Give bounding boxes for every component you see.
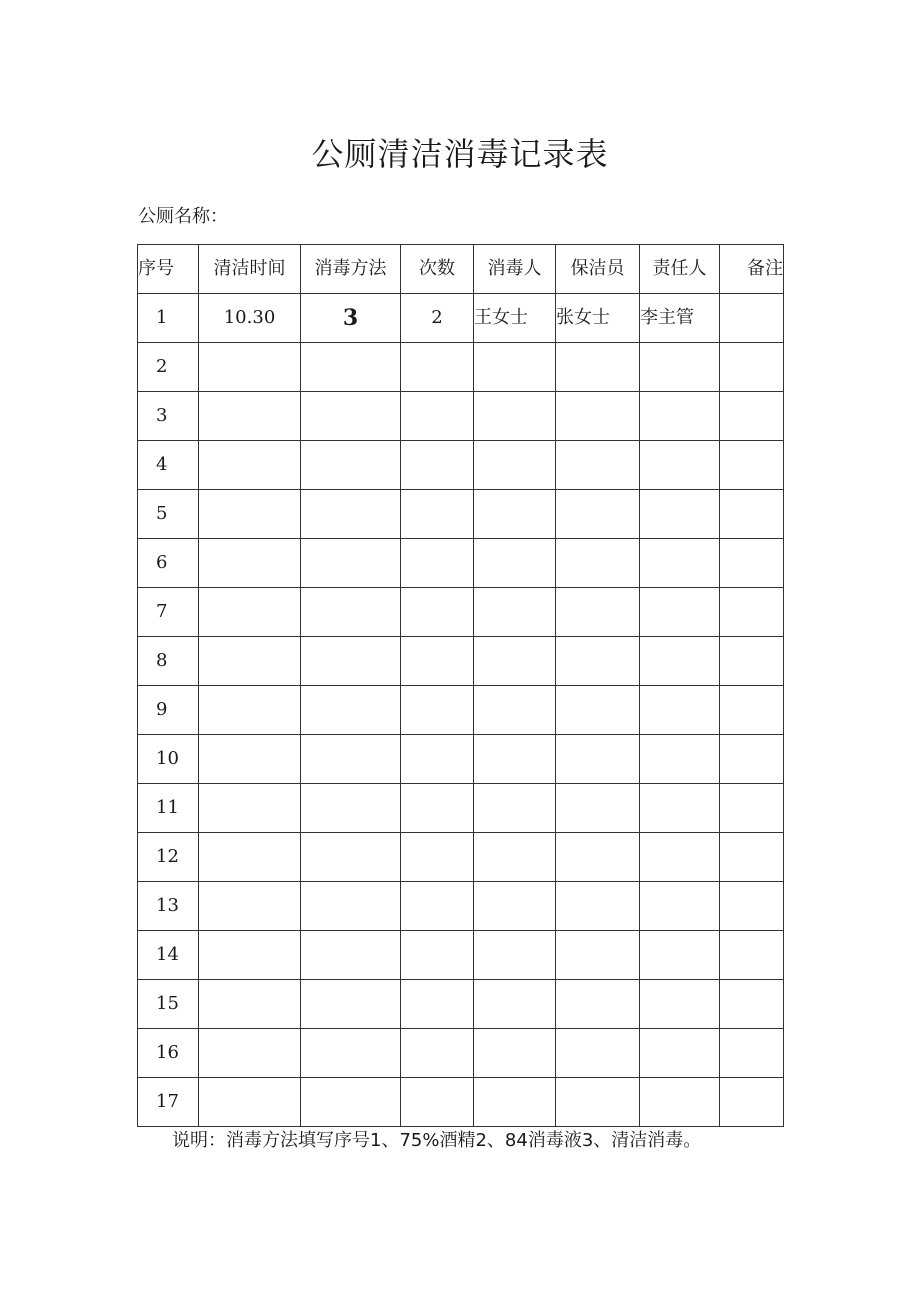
- cell-seq: 5: [138, 490, 199, 539]
- cell-seq: 3: [138, 392, 199, 441]
- table-row: [138, 392, 784, 441]
- cell-count: [401, 882, 474, 931]
- cell-remark: [720, 490, 784, 539]
- cell-responsible: [640, 588, 720, 637]
- cell-count: [401, 784, 474, 833]
- cell-responsible: [640, 343, 720, 392]
- cell-cleaner: [556, 392, 640, 441]
- cell-seq: 6: [138, 539, 199, 588]
- cell-clean-time: [199, 882, 301, 931]
- header-clean-time: 清洁时间: [199, 245, 301, 294]
- cell-remark: [720, 980, 784, 1029]
- cell-disinfector: [474, 441, 556, 490]
- cell-disinfect-method: [301, 1078, 401, 1127]
- table-row: [138, 343, 784, 392]
- cell-seq: 10: [138, 735, 199, 784]
- cell-disinfector: [474, 392, 556, 441]
- cell-clean-time: [199, 735, 301, 784]
- cell-responsible: [640, 882, 720, 931]
- table-row: [138, 1029, 784, 1078]
- cell-responsible: [640, 686, 720, 735]
- cleaning-record-table: [137, 244, 784, 1127]
- cell-count: [401, 539, 474, 588]
- cell-responsible: [640, 735, 720, 784]
- cell-disinfect-method: [301, 980, 401, 1029]
- cell-disinfect-method: [301, 931, 401, 980]
- cell-clean-time: [199, 637, 301, 686]
- cell-disinfect-method: [301, 539, 401, 588]
- cell-count: [401, 686, 474, 735]
- cell-disinfector: [474, 833, 556, 882]
- cell-responsible: [640, 1029, 720, 1078]
- cell-remark: [720, 1029, 784, 1078]
- cell-responsible: [640, 637, 720, 686]
- cell-seq: 7: [138, 588, 199, 637]
- cell-remark: [720, 833, 784, 882]
- cell-seq: 2: [138, 343, 199, 392]
- header-disinfector: 消毒人: [474, 245, 556, 294]
- cell-count: [401, 392, 474, 441]
- cell-clean-time: [199, 343, 301, 392]
- cell-disinfector: [474, 784, 556, 833]
- table-row: [138, 686, 784, 735]
- cell-clean-time: [199, 490, 301, 539]
- cell-responsible: [640, 980, 720, 1029]
- table-header-row: [138, 245, 784, 294]
- cell-cleaner: [556, 539, 640, 588]
- cell-clean-time: [199, 980, 301, 1029]
- cell-disinfect-method: [301, 637, 401, 686]
- cell-count: [401, 490, 474, 539]
- cell-count: [401, 931, 474, 980]
- cell-disinfect-method: [301, 882, 401, 931]
- footnote: 说明：消毒方法填写序号1、75%酒精2、84消毒液3、清洁消毒。: [172, 1130, 702, 1151]
- cell-cleaner: 张女士: [556, 294, 640, 343]
- cell-disinfect-method: [301, 833, 401, 882]
- cell-seq: 16: [138, 1029, 199, 1078]
- cell-cleaner: [556, 637, 640, 686]
- cell-cleaner: [556, 980, 640, 1029]
- cell-count: [401, 1029, 474, 1078]
- cell-cleaner: [556, 833, 640, 882]
- cell-cleaner: [556, 1029, 640, 1078]
- cell-responsible: [640, 931, 720, 980]
- cell-clean-time: [199, 686, 301, 735]
- cell-clean-time: [199, 539, 301, 588]
- table-row: [138, 882, 784, 931]
- cell-cleaner: [556, 931, 640, 980]
- cell-remark: [720, 294, 784, 343]
- cell-clean-time: [199, 441, 301, 490]
- table-row: [138, 539, 784, 588]
- cell-count: [401, 980, 474, 1029]
- cell-disinfector: [474, 882, 556, 931]
- cell-disinfector: 王女士: [474, 294, 556, 343]
- cell-seq: 8: [138, 637, 199, 686]
- cell-disinfect-method: [301, 735, 401, 784]
- table-row: [138, 588, 784, 637]
- cell-seq: 9: [138, 686, 199, 735]
- cell-count: [401, 735, 474, 784]
- cell-seq: 4: [138, 441, 199, 490]
- cell-disinfector: [474, 588, 556, 637]
- cell-clean-time: [199, 931, 301, 980]
- table-row: [138, 1078, 784, 1127]
- table-row: [138, 441, 784, 490]
- cell-disinfector: [474, 980, 556, 1029]
- cell-disinfect-method: [301, 588, 401, 637]
- cell-disinfect-method: 3: [301, 294, 401, 343]
- cell-disinfector: [474, 686, 556, 735]
- cell-count: [401, 833, 474, 882]
- cell-disinfect-method: [301, 686, 401, 735]
- cell-seq: 17: [138, 1078, 199, 1127]
- cell-seq: 13: [138, 882, 199, 931]
- table-row: [138, 980, 784, 1029]
- cell-disinfector: [474, 539, 556, 588]
- cell-count: [401, 637, 474, 686]
- cell-disinfector: [474, 931, 556, 980]
- cell-cleaner: [556, 784, 640, 833]
- cell-clean-time: [199, 392, 301, 441]
- cell-remark: [720, 784, 784, 833]
- cell-responsible: [640, 833, 720, 882]
- cell-disinfector: [474, 637, 556, 686]
- cell-cleaner: [556, 343, 640, 392]
- cell-cleaner: [556, 441, 640, 490]
- cell-remark: [720, 588, 784, 637]
- cell-count: 2: [401, 294, 474, 343]
- cell-clean-time: [199, 833, 301, 882]
- cell-disinfect-method: [301, 343, 401, 392]
- table-row: [138, 637, 784, 686]
- cell-remark: [720, 441, 784, 490]
- cell-disinfector: [474, 1078, 556, 1127]
- cell-count: [401, 1078, 474, 1127]
- cell-remark: [720, 735, 784, 784]
- cell-seq: 11: [138, 784, 199, 833]
- table-body: [138, 294, 784, 1127]
- header-disinfect-method: 消毒方法: [301, 245, 401, 294]
- cell-cleaner: [556, 735, 640, 784]
- cell-remark: [720, 637, 784, 686]
- cell-remark: [720, 882, 784, 931]
- cell-clean-time: [199, 784, 301, 833]
- header-remark: 备注: [720, 245, 784, 294]
- cell-disinfect-method: [301, 490, 401, 539]
- cell-clean-time: [199, 1029, 301, 1078]
- table-row: [138, 784, 784, 833]
- cell-seq: 12: [138, 833, 199, 882]
- cell-remark: [720, 392, 784, 441]
- cell-disinfect-method: [301, 784, 401, 833]
- cell-count: [401, 588, 474, 637]
- cell-cleaner: [556, 1078, 640, 1127]
- cell-cleaner: [556, 882, 640, 931]
- cell-cleaner: [556, 588, 640, 637]
- cell-count: [401, 441, 474, 490]
- cell-cleaner: [556, 686, 640, 735]
- cell-clean-time: [199, 588, 301, 637]
- cell-responsible: [640, 392, 720, 441]
- cell-seq: 1: [138, 294, 199, 343]
- cell-seq: 15: [138, 980, 199, 1029]
- header-seq: 序号: [138, 245, 199, 294]
- table-row: [138, 490, 784, 539]
- header-responsible: 责任人: [640, 245, 720, 294]
- table-row: [138, 294, 784, 343]
- cell-disinfector: [474, 343, 556, 392]
- cell-disinfect-method: [301, 1029, 401, 1078]
- header-count: 次数: [401, 245, 474, 294]
- cell-remark: [720, 686, 784, 735]
- cell-disinfector: [474, 490, 556, 539]
- cell-disinfector: [474, 1029, 556, 1078]
- cell-disinfect-method: [301, 441, 401, 490]
- table-row: [138, 735, 784, 784]
- header-cleaner: 保洁员: [556, 245, 640, 294]
- cell-remark: [720, 1078, 784, 1127]
- cell-remark: [720, 931, 784, 980]
- table-row: [138, 931, 784, 980]
- cell-responsible: [640, 1078, 720, 1127]
- cell-count: [401, 343, 474, 392]
- cell-responsible: [640, 441, 720, 490]
- cell-clean-time: [199, 1078, 301, 1127]
- cell-remark: [720, 539, 784, 588]
- cell-cleaner: [556, 490, 640, 539]
- cell-disinfect-method: [301, 392, 401, 441]
- cell-responsible: [640, 490, 720, 539]
- cell-remark: [720, 343, 784, 392]
- cell-disinfector: [474, 735, 556, 784]
- page-title: 公厕清洁消毒记录表: [311, 135, 609, 173]
- table-row: [138, 833, 784, 882]
- toilet-name-label: 公厕名称：: [138, 206, 228, 227]
- cell-responsible: [640, 539, 720, 588]
- cell-seq: 14: [138, 931, 199, 980]
- cell-responsible: [640, 784, 720, 833]
- cell-clean-time: 10.30: [199, 294, 301, 343]
- cell-responsible: 李主管: [640, 294, 720, 343]
